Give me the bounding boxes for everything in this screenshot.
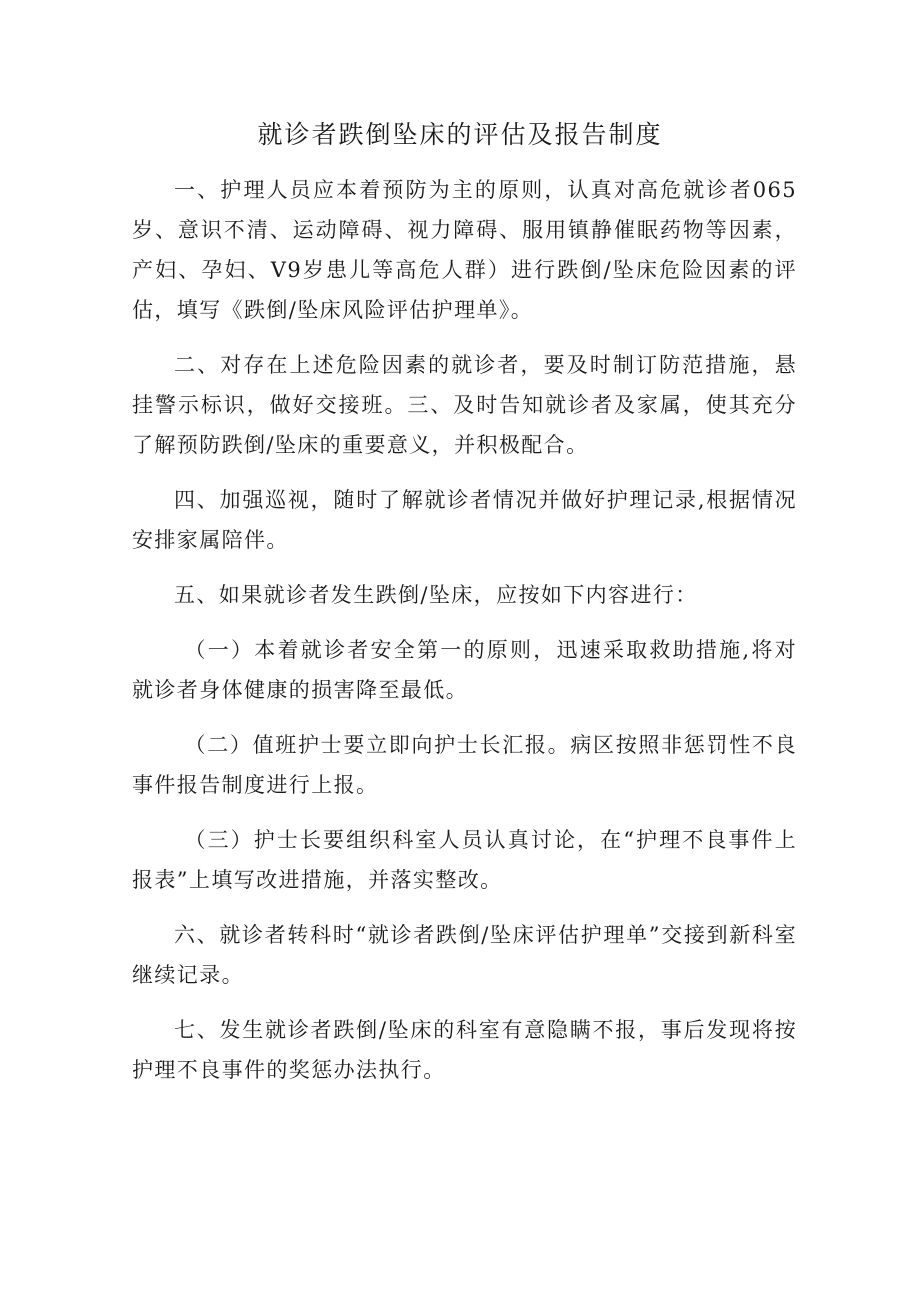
paragraph-2: 二、对存在上述危险因素的就诊者，要及时制订防范措施，悬挂警示标识，做好交接班。三、及时告知就诊者及家属，使其充分了解预防跌倒/坠床的重要意义，并积极配合。	[132, 353, 797, 457]
paragraph-6: 七、发生就诊者跌倒/坠床的科室有意隐瞒不报，事后发现将按护理不良事件的奖惩办法执行。	[132, 1018, 797, 1082]
paragraph-4: 五、如果就诊者发生跌倒/坠床，应按如下内容进行：	[174, 583, 698, 607]
document-title: 就诊者跌倒坠床的评估及报告制度	[257, 120, 663, 149]
paragraph-4-1: （一）本着就诊者安全第一的原则，迅速采取救助措施,将对就诊者身体健康的损害降至最低。	[132, 638, 797, 702]
document-body	[132, 170, 797, 1105]
paragraph-1: 一、护理人员应本着预防为主的原则，认真对高危就诊者065岁、意识不清、运动障碍、视力障碍、服用镇静催眠药物等因素，产妇、孕妇、V9岁患儿等高危人群）进行跌倒/坠床危险因素的评估，填写《跌倒/坠床风险评估护理单》。	[132, 178, 797, 322]
paragraph-5: 六、就诊者转科时“就诊者跌倒/坠床评估护理单”交接到新科室继续记录。	[132, 923, 797, 987]
paragraph-4-2: （二）值班护士要立即向护士长汇报。病区按照非惩罚性不良事件报告制度进行上报。	[132, 733, 797, 797]
paragraph-3: 四、加强巡视，随时了解就诊者情况并做好护理记录,根据情况安排家属陪伴。	[132, 488, 797, 552]
paragraph-4-3: （三）护士长要组织科室人员认真讨论，在“护理不良事件上报表”上填写改进措施，并落实整改。	[132, 828, 797, 892]
